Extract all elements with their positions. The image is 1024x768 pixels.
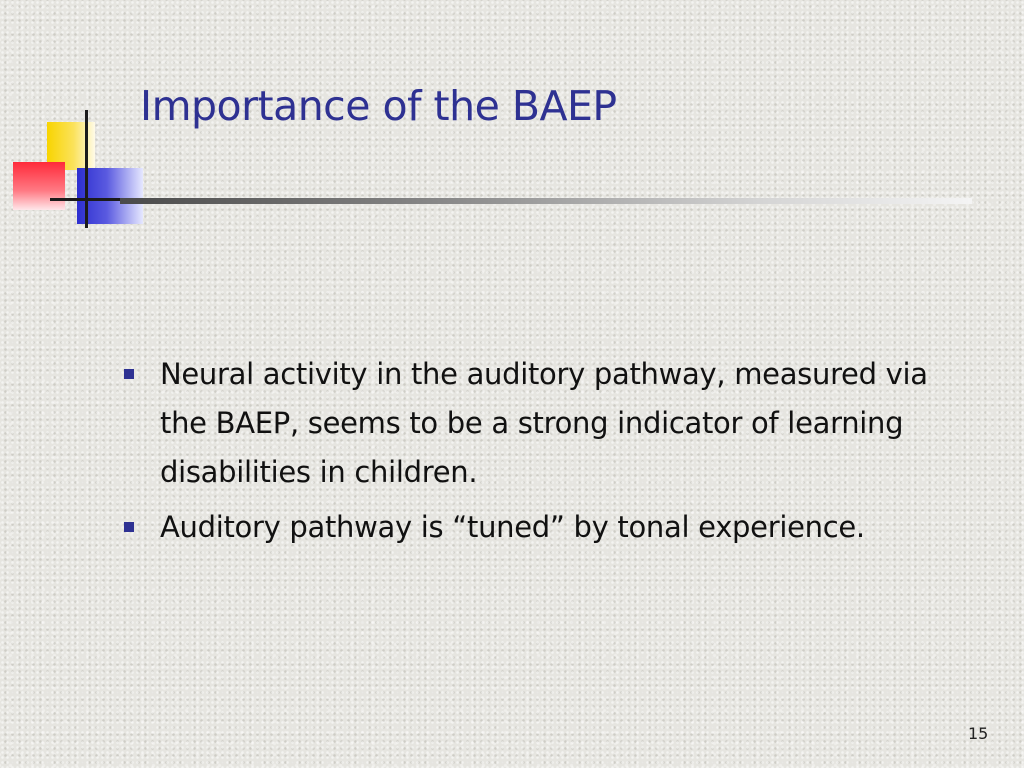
square-bullet-icon	[124, 522, 134, 532]
title-divider	[120, 198, 972, 204]
page-number: 15	[968, 724, 989, 743]
bullet-item	[120, 350, 980, 497]
bullet-list	[120, 350, 980, 558]
red-square-icon	[13, 162, 65, 210]
slide-title: Importance of the BAEP	[140, 82, 617, 130]
bullet-item	[120, 503, 980, 552]
logo-vertical-line	[85, 110, 88, 228]
bullet-text: Auditory pathway is “tuned” by tonal experience.	[160, 510, 865, 544]
bullet-text: Neural activity in the auditory pathway, measured via the BAEP, seems to be a strong indicator of learning disabilities in children.	[160, 357, 928, 489]
square-bullet-icon	[124, 369, 134, 379]
decorative-squares-logo-icon	[0, 0, 160, 240]
